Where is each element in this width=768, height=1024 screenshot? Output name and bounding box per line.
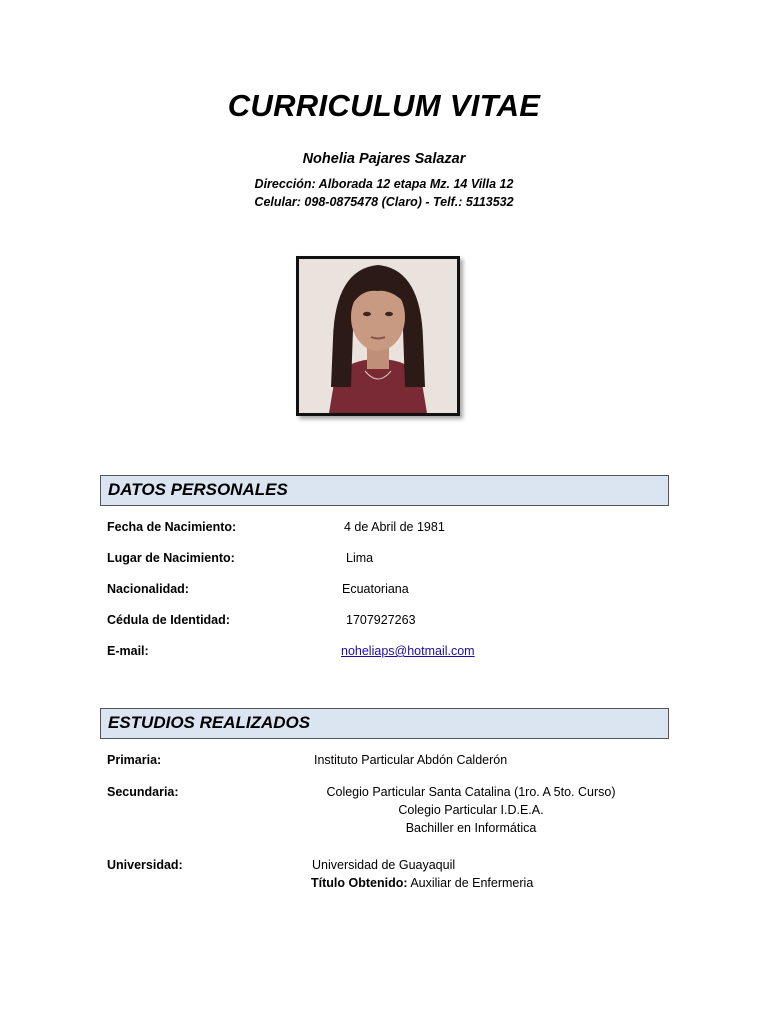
id-card-value: 1707927263 [346, 613, 416, 627]
address-line: Dirección: Alborada 12 etapa Mz. 14 Villa 12 [254, 177, 514, 191]
birth-date-label: Fecha de Nacimiento: [107, 520, 237, 534]
birth-place-value: Lima [346, 551, 374, 565]
primary-label: Primaria: [107, 753, 162, 767]
section-studies: ESTUDIOS REALIZADOS [100, 708, 669, 739]
id-card-label: Cédula de Identidad: [107, 613, 230, 627]
secondary-label: Secundaria: [107, 785, 179, 799]
secondary-line-3: Bachiller en Informática [405, 821, 537, 835]
degree-label: Título Obtenido: [311, 876, 408, 890]
nationality-label: Nacionalidad: [107, 582, 189, 596]
phone-line: Celular: 098-0875478 (Claro) - Telf.: 5113532 [254, 195, 514, 209]
email-label: E-mail: [107, 644, 149, 658]
university-label: Universidad: [107, 858, 183, 872]
document-title: CURRICULUM VITAE [227, 88, 541, 123]
candidate-name: Nohelia Pajares Salazar [302, 151, 466, 167]
nationality-value: Ecuatoriana [342, 582, 409, 596]
secondary-line-1: Colegio Particular Santa Catalina (1ro. A 5to. Curso) [326, 785, 616, 799]
profile-photo [296, 256, 460, 416]
primary-value: Instituto Particular Abdón Calderón [314, 753, 508, 767]
section-personal-data: DATOS PERSONALES [100, 475, 669, 506]
birth-place-label: Lugar de Nacimiento: [107, 551, 235, 565]
degree-line [311, 876, 533, 890]
university-value: Universidad de Guayaquil [312, 858, 456, 872]
birth-date-value: 4 de Abril de 1981 [344, 520, 445, 534]
email-link[interactable]: noheliaps@hotmail.com [341, 644, 475, 658]
degree-value: Auxiliar de Enfermeria [410, 876, 534, 890]
secondary-line-2: Colegio Particular I.D.E.A. [398, 803, 544, 817]
